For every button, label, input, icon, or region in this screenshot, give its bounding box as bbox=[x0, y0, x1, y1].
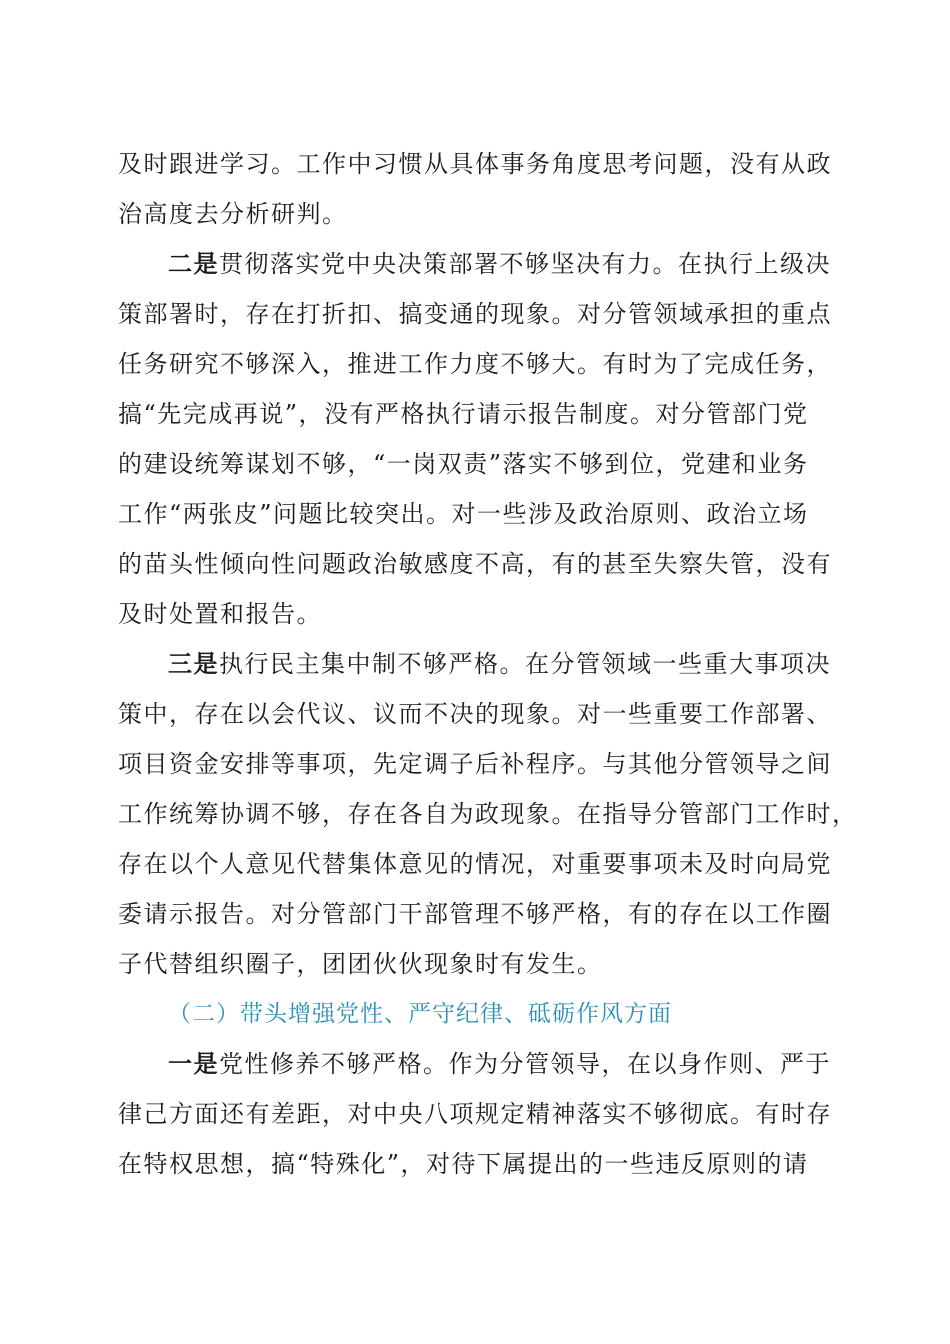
paragraph-start: 二是贯彻落实党中央决策部署不够坚决有力。在执行上级决 bbox=[168, 249, 831, 278]
body-line: 律己方面还有差距，对中央八项规定精神落实不够彻底。有时存 bbox=[118, 1100, 832, 1128]
paragraph-start: 三是执行民主集中制不够严格。在分管领域一些重大事项决 bbox=[168, 649, 831, 678]
body-line: 委请示报告。对分管部门干部管理不够严格，有的存在以工作圈 bbox=[118, 900, 832, 928]
body-line: 子代替组织圈子，团团伙伙现象时有发生。 bbox=[118, 950, 603, 978]
section-heading: （二）带头增强党性、严守纪律、砥砺作风方面 bbox=[168, 1001, 672, 1027]
body-line: 的建设统筹谋划不够，“一岗双责”落实不够到位，党建和业务 bbox=[118, 450, 809, 478]
body-line: 工作“两张皮”问题比较突出。对一些涉及政治原则、政治立场 bbox=[118, 500, 809, 528]
body-line: 策中，存在以会代议、议而不决的现象。对一些重要工作部署、 bbox=[118, 700, 832, 728]
body-line: 任务研究不够深入，推进工作力度不够大。有时为了完成任务， bbox=[118, 350, 832, 378]
document-body bbox=[118, 139, 858, 1189]
body-line: 及时处置和报告。 bbox=[118, 600, 322, 628]
paragraph-lead: 三是 bbox=[168, 649, 219, 678]
paragraph-lead: 二是 bbox=[168, 249, 219, 278]
body-line: 治高度去分析研判。 bbox=[118, 200, 348, 228]
body-line: 及时跟进学习。工作中习惯从具体事务角度思考问题，没有从政 bbox=[118, 150, 832, 178]
body-line: 存在以个人意见代替集体意见的情况，对重要事项未及时向局党 bbox=[118, 850, 832, 878]
body-line: 在特权思想，搞“特殊化”，对待下属提出的一些违反原则的请 bbox=[118, 1150, 809, 1178]
body-line: 策部署时，存在打折扣、搞变通的现象。对分管领域承担的重点 bbox=[118, 300, 832, 328]
paragraph-start: 一是党性修养不够严格。作为分管领导，在以身作则、严于 bbox=[168, 1049, 831, 1078]
body-line: 搞“先完成再说”，没有严格执行请示报告制度。对分管部门党 bbox=[118, 400, 809, 428]
body-line: 工作统筹协调不够，存在各自为政现象。在指导分管部门工作时， bbox=[118, 800, 858, 828]
body-line: 的苗头性倾向性问题政治敏感度不高，有的甚至失察失管，没有 bbox=[118, 550, 832, 578]
body-line: 项目资金安排等事项，先定调子后补程序。与其他分管领导之间 bbox=[118, 750, 832, 778]
paragraph-lead: 一是 bbox=[168, 1049, 219, 1078]
